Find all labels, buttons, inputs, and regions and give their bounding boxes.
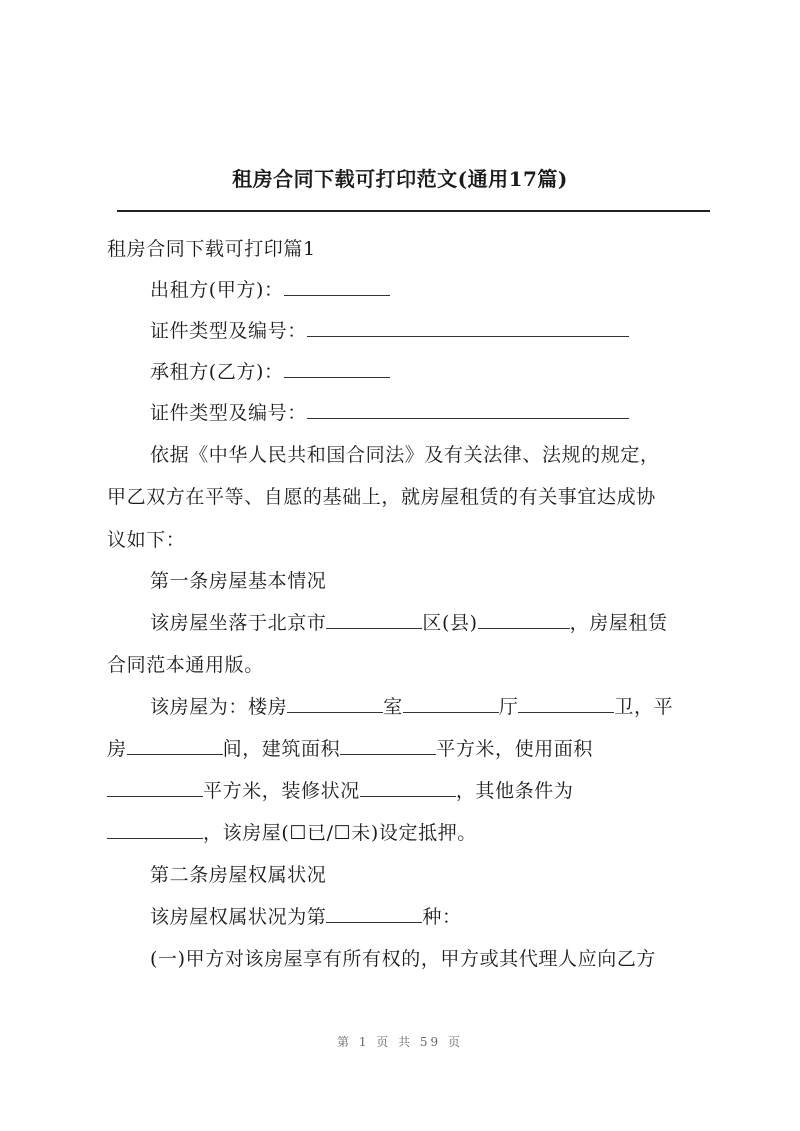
house3-text-b: ，其他条件为: [455, 780, 574, 802]
ownership-text-b: 种：: [422, 906, 462, 928]
ownership-text-a: 该房屋权属状况为第: [150, 906, 327, 928]
id-line-1: [150, 319, 629, 343]
location-line: [150, 611, 668, 635]
house-line-3: [107, 779, 573, 803]
lessee-line: [150, 360, 390, 384]
lessor-line: [150, 278, 390, 302]
title-divider: [117, 210, 710, 212]
location-text-b: 区(县): [422, 612, 478, 634]
id-blank-2: [307, 401, 629, 419]
house-text-a: 该房屋为：楼房: [150, 696, 288, 718]
room-blank: [403, 695, 499, 713]
ownership-line: [150, 905, 462, 929]
house2-text-b: 间，建筑面积: [222, 738, 341, 760]
id-label-2: 证件类型及编号：: [150, 402, 307, 424]
building-blank: [287, 695, 383, 713]
ownership-type-blank: [326, 905, 422, 923]
hall-blank: [518, 695, 614, 713]
location-text-a: 该房屋坐落于北京市: [150, 612, 327, 634]
page-footer: 第 1 页 共 59 页: [337, 1035, 463, 1049]
id-line-2: [150, 401, 629, 425]
other-conditions-blank: [107, 821, 203, 839]
district-blank: [478, 611, 570, 629]
house3-text-a: 平方米，装修状况: [203, 780, 360, 802]
article-2-heading: 第二条房屋权属状况: [150, 864, 327, 886]
house-line-1: [150, 695, 673, 719]
section-heading: 租房合同下载可打印篇1: [107, 238, 316, 260]
lessee-label: 承租方(乙方)：: [150, 361, 284, 383]
house-text-b: 室: [383, 696, 403, 718]
intro-line-3: 议如下：: [107, 529, 186, 551]
intro-line-1: 依据《中华人民共和国合同法》及有关法律、法规的规定，: [150, 444, 660, 466]
house-line-2: [107, 737, 593, 761]
city-blank: [326, 611, 422, 629]
bungalow-blank: [127, 737, 223, 755]
intro-line-2: 甲乙双方在平等、自愿的基础上，就房屋租赁的有关事宜达成协: [107, 486, 656, 508]
decoration-blank: [360, 779, 456, 797]
lessor-blank: [284, 278, 390, 296]
id-label-1: 证件类型及编号：: [150, 320, 307, 342]
location-line-2: 合同范本通用版。: [107, 654, 264, 676]
document-title: 租房合同下载可打印范文(通用17篇): [232, 167, 568, 191]
house-text-c: 厅: [498, 696, 519, 718]
id-blank-1: [307, 319, 629, 337]
house-text-d: 卫，平: [614, 696, 674, 718]
ownership-line-1: (一)甲方对该房屋享有所有权的，甲方或其代理人应向乙方: [150, 948, 657, 970]
usable-area-blank: [107, 779, 203, 797]
lessor-label: 出租方(甲方)：: [150, 279, 284, 301]
house2-text-c: 平方米，使用面积: [436, 738, 594, 760]
house2-text-a: 房: [107, 738, 127, 760]
location-text-c: ，房屋租赁: [569, 612, 668, 634]
lessee-blank: [284, 360, 390, 378]
house4-text-a: ，该房屋(☐已/☐未)设定抵押。: [203, 822, 477, 844]
building-area-blank: [340, 737, 436, 755]
house-line-4: [107, 821, 477, 845]
article-1-heading: 第一条房屋基本情况: [150, 570, 327, 592]
